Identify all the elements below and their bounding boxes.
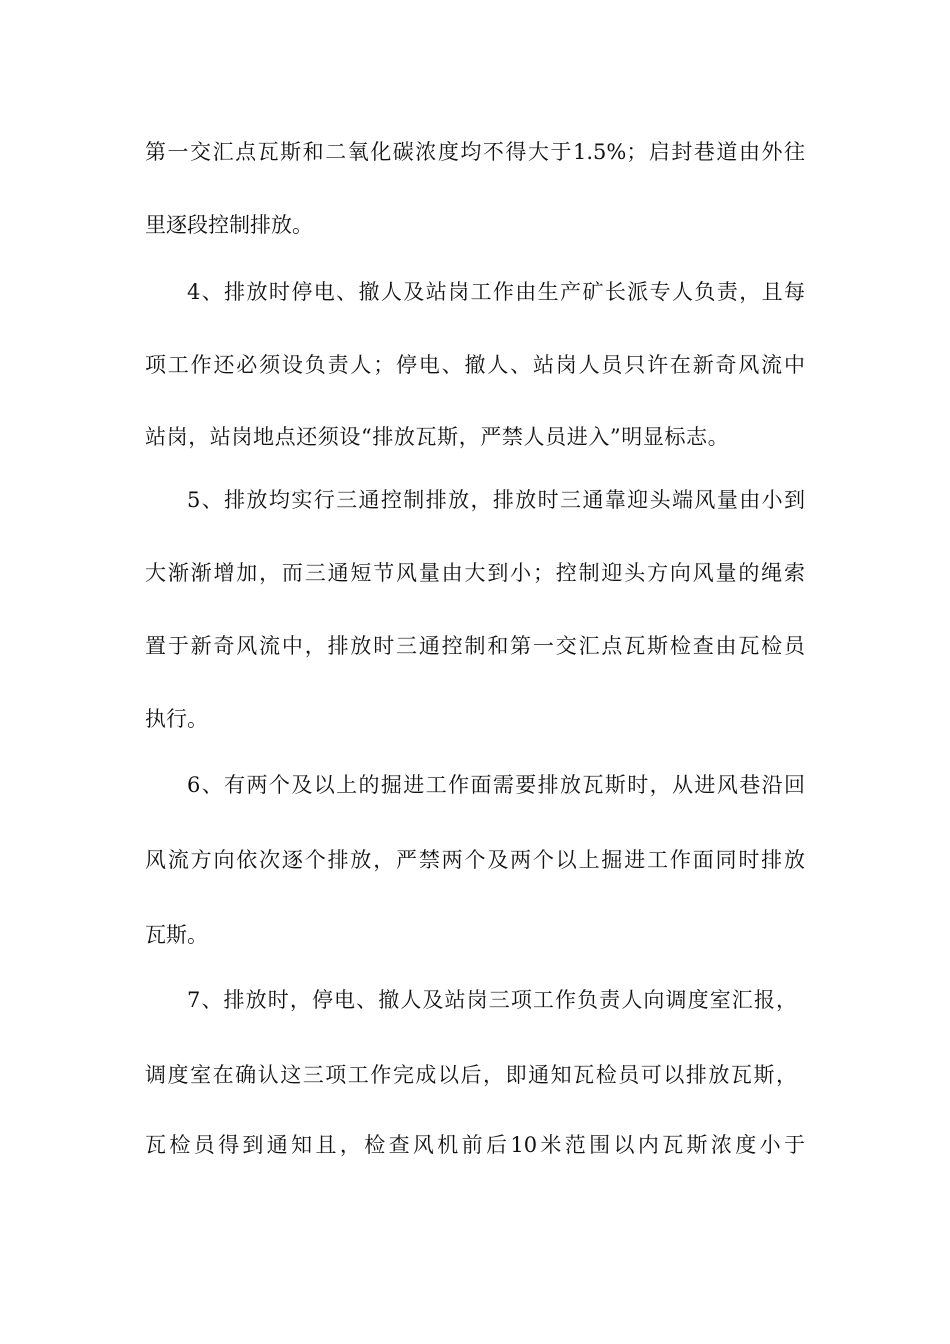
text-line: 站岗，站岗地点还须设“排放瓦斯，严禁人员进入”明显标志。	[145, 425, 730, 449]
text-line: 第一交汇点瓦斯和二氧化碳浓度均不得大于1.5%；启封巷道由外往	[145, 140, 805, 164]
text-line: 瓦斯。	[145, 923, 208, 947]
text-line: 瓦检员得到通知且，检查风机前后10米范围以内瓦斯浓度小于	[145, 1133, 805, 1157]
text-line: 5、排放均实行三通控制排放，排放时三通靠迎头端风量由小到	[187, 488, 805, 512]
text-line: 里逐段控制排放。	[145, 213, 313, 237]
text-line: 执行。	[145, 707, 208, 731]
text-line: 6、有两个及以上的掘进工作面需要排放瓦斯时，从进风巷沿回	[187, 773, 805, 797]
text-line: 4、排放时停电、撤人及站岗工作由生产矿长派专人负责，且每	[187, 280, 805, 304]
text-line: 置于新奇风流中，排放时三通控制和第一交汇点瓦斯检查由瓦检员	[145, 634, 805, 658]
text-line: 项工作还必须设负责人；停电、撤人、站岗人员只许在新奇风流中	[145, 353, 805, 377]
text-line: 调度室在确认这三项工作完成以后，即通知瓦检员可以排放瓦斯，	[145, 1063, 797, 1087]
text-line: 大渐渐增加，而三通短节风量由大到小；控制迎头方向风量的绳索	[145, 561, 805, 585]
text-line: 7、排放时，停电、撤人及站岗三项工作负责人向调度室汇报，	[187, 988, 797, 1012]
text-line: 风流方向依次逐个排放，严禁两个及两个以上掘进工作面同时排放	[145, 848, 805, 872]
